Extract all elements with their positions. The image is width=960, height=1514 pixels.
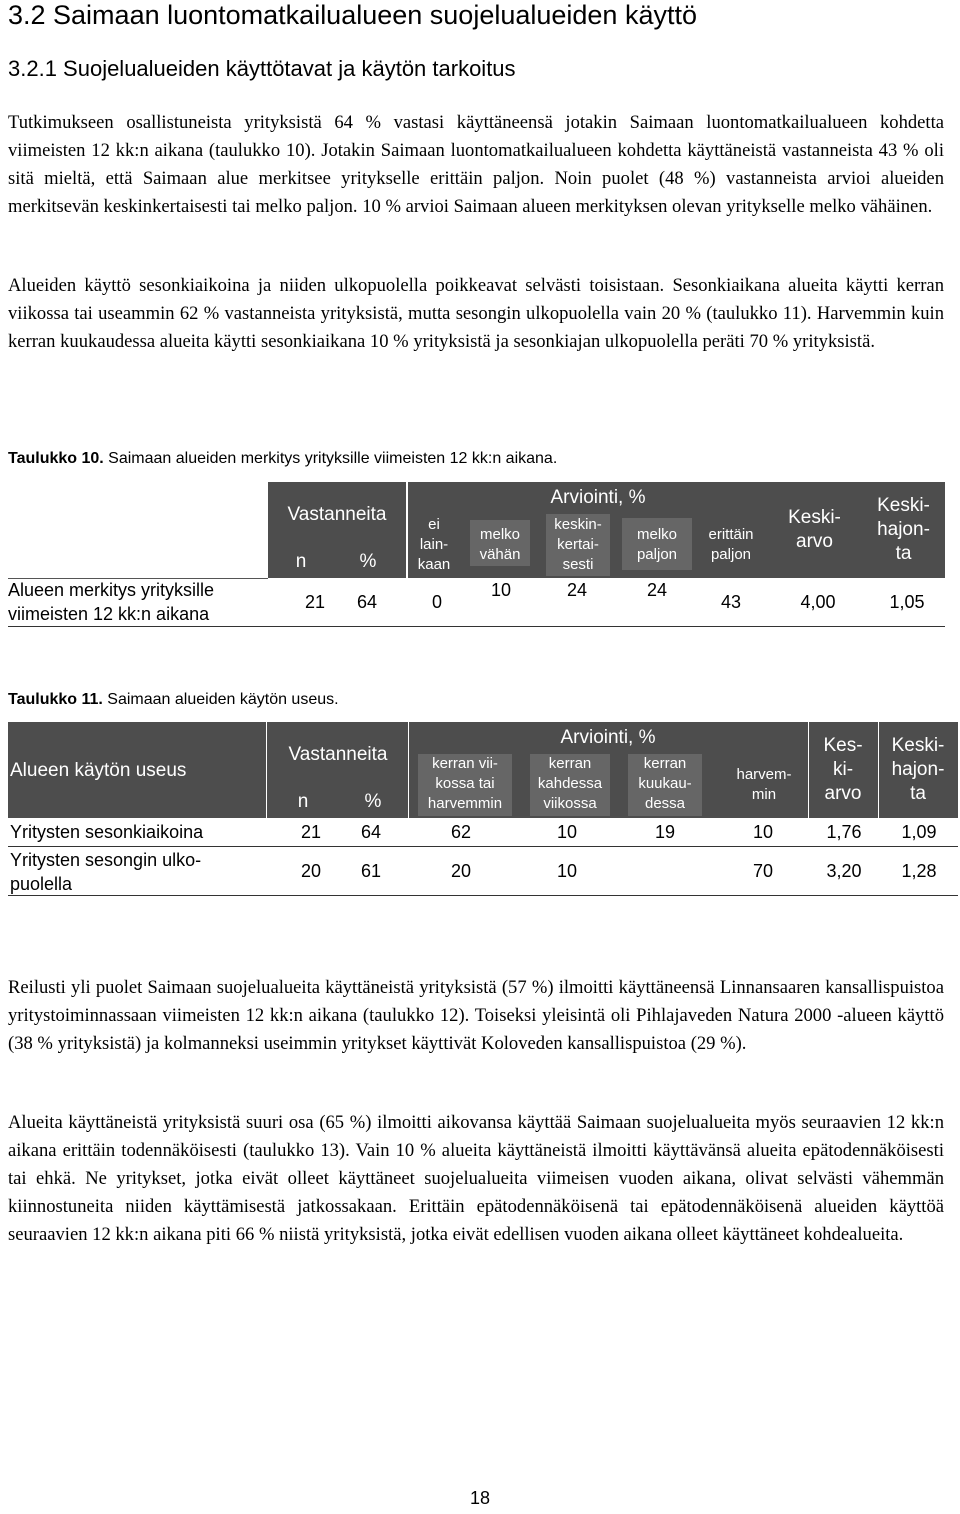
- t11-h-c4-l2: min: [751, 786, 777, 803]
- t11-row2-keskihajonta: 1,28: [901, 861, 937, 881]
- t10-h-melko-paljon: [622, 525, 692, 565]
- t10-cell-keskiarvo: 4,00: [800, 592, 836, 612]
- t10-h-mp-l2: paljon: [636, 546, 678, 563]
- t10-h-ep-l2: paljon: [710, 546, 752, 563]
- t10-h-keskinkertaisesti: [544, 515, 612, 575]
- t10-h-ei-l2: lain-: [419, 536, 449, 553]
- t11-h-col1: [416, 754, 514, 814]
- t11-h-c3-l2: kuukau-: [638, 775, 692, 792]
- t11-h-c1-l2: kossa tai: [435, 775, 495, 792]
- t10-cell-ep: 43: [720, 592, 742, 612]
- t10-cell-kk: 24: [566, 580, 588, 600]
- t11-row2-n: 20: [300, 861, 322, 881]
- t10-h-erittain-paljon: [698, 525, 764, 565]
- t11-row1-pct: 64: [360, 822, 382, 842]
- t11-h-c1-l1: kerran vii-: [432, 755, 498, 772]
- t11-row2-c4: 70: [752, 861, 774, 881]
- t10-row-label: [8, 578, 266, 626]
- t10-bottom-rule: [8, 626, 945, 627]
- t11-h-c2-l2: kahdessa: [537, 775, 603, 792]
- t11-h-pct: %: [364, 791, 382, 812]
- t11-h-label: Alueen käytön useus: [10, 760, 187, 781]
- t10-h-kk-l2: kertai-: [557, 536, 599, 553]
- table-10: [8, 482, 945, 628]
- t11-h-ka-l2: ki-: [832, 759, 854, 780]
- t10-h-kh-l3: ta: [895, 543, 912, 564]
- t11-h-kh-l1: Keski-: [891, 735, 945, 756]
- t11-h-ka-l3: arvo: [824, 783, 862, 804]
- t10-cell-pct: 64: [356, 592, 378, 612]
- table10-caption-label: Taulukko 10.: [8, 450, 104, 467]
- t11-row2-pct: 61: [360, 861, 382, 881]
- t11-row2-label: [10, 848, 266, 896]
- t11-row1-n: 21: [300, 822, 322, 842]
- t11-h-c3-l1: kerran: [643, 755, 687, 772]
- t10-h-mv-l1: melko: [479, 526, 520, 543]
- t10-h-kk-l3: sesti: [562, 556, 594, 573]
- t10-h-ei-l1: ei: [428, 516, 440, 533]
- t11-h-c4-l1: harvem-: [736, 766, 792, 783]
- t11-h-col2: [526, 754, 614, 814]
- t10-h-n: n: [295, 551, 307, 572]
- t11-h-arviointi: Arviointi, %: [560, 727, 656, 748]
- t11-row1-c4: 10: [752, 822, 774, 842]
- t10-cell-keskihajonta: 1,05: [889, 592, 925, 612]
- t10-h-ep-l1: erittäin: [708, 526, 754, 543]
- table-11: [8, 722, 958, 896]
- t11-header-sep-2: [408, 722, 409, 818]
- t10-h-kk-l1: keskin-: [554, 516, 602, 533]
- t10-cell-n: 21: [304, 592, 326, 612]
- t10-h-ka-l1: Keski-: [788, 507, 841, 528]
- t11-h-c1-l3: harvemmin: [427, 795, 503, 812]
- table11-caption-label: Taulukko 11.: [8, 691, 103, 708]
- t10-h-kh-l2: hajon-: [877, 519, 930, 540]
- t11-row1-c2: 10: [556, 822, 578, 842]
- t10-h-arviointi: Arviointi, %: [550, 487, 646, 508]
- t11-row1-keskihajonta: 1,09: [901, 822, 937, 842]
- paragraph-4: Alueita käyttäneistä yrityksistä suuri osa (65 %) ilmoitti aikovansa käyttää Saimaan suojelualueita myös seuraavien 12 kk:n aikana erittäin todennäköisesti (taulukko 13). Vain 10 % alueita käyttäneistä ilmoitti käyttävänsä alueita epätodennäköisesti tai ehkä. Ne yritykset, jotka eivät olleet käyttäneet suojelualueita viimeisen vuoden aikana, olivat selvästi vähemmän kiinnostuneita niiden käyttämisestä jatkossakaan. Erittäin epätodennäköisenä tai epätodennäköisenä alueiden käyttöä seuraavien 12 kk:n aikana piti 66 % niistä yrityksistä, jotka eivät edellisen vuoden aikana olleet käyttäneet kohdealueita.: [8, 1112, 944, 1245]
- t11-h-vastanneita: Vastanneita: [288, 744, 388, 765]
- t10-h-kh-l1: Keski-: [877, 495, 930, 516]
- t10-h-melko-vahan: [470, 525, 530, 565]
- t10-h-ka-l2: arvo: [796, 531, 833, 552]
- t10-h-mv-l2: vähän: [479, 546, 521, 563]
- t11-row2-c1: 20: [450, 861, 472, 881]
- t11-h-c3-l3: dessa: [644, 795, 686, 812]
- t10-cell-mv: 10: [490, 580, 512, 600]
- t10-h-keskiarvo: [767, 506, 862, 554]
- t11-h-c2-l1: kerran: [548, 755, 592, 772]
- paragraph-2: Alueiden käyttö sesonkiaikoina ja niiden ulkopuolella poikkeavat selvästi toisistaan. Sesonkiaikana alueita käytti kerran viikossa tai useammin 62 % vastanneista yrityksistä, mutta sesongin ulkopuolella vain 20 % (taulukko 11). Harvemmin kuin kerran kuukaudessa alueita käytti sesonkiaikana 10 % yrityksistä ja sesonkiajan ulkopuolella peräti 70 % yrityksistä.: [8, 275, 944, 352]
- t10-row-label-l2: viimeisten 12 kk:n aikana: [8, 604, 210, 624]
- t11-h-kh-l3: ta: [910, 783, 926, 804]
- table11-caption: [8, 691, 339, 709]
- t10-cell-mp: 24: [646, 580, 668, 600]
- t11-bottom-rule: [8, 895, 958, 896]
- t11-h-n: n: [297, 791, 309, 812]
- t11-row1-keskiarvo: 1,76: [826, 822, 862, 842]
- t11-h-keskiarvo: [808, 734, 878, 806]
- t11-h-c2-l3: viikossa: [543, 795, 597, 812]
- page-number: 18: [469, 1488, 491, 1508]
- table11-caption-text: Saimaan alueiden käytön useus.: [102, 691, 339, 708]
- t10-h-mp-l1: melko: [636, 526, 677, 543]
- t11-row1-c1: 62: [450, 822, 472, 842]
- t10-h-keskihajonta: [862, 494, 945, 566]
- t11-row-rule: [8, 846, 958, 847]
- t11-h-ka-l1: Kes-: [823, 735, 863, 756]
- t10-h-pct: %: [359, 551, 377, 572]
- paragraph-1: Tutkimukseen osallistuneista yrityksistä 64 % vastasi käyttäneensä jotakin Saimaan luontomatkailualueen kohdetta viimeisten 12 kk:n aikana (taulukko 10). Jotakin Saimaan luontomatkailualueen kohdetta käyttäneistä vastanneista 43 % oli sitä mieltä, että Saimaan alue merkitsee yritykselle erittäin paljon. Noin puolet (48 %) vastanneista arvioi alueiden merkitsevän keskinkertaisesti tai melko paljon. 10 % arvioi Saimaan alueen merkityksen olevan yritykselle melko vähäinen.: [8, 112, 944, 217]
- t10-h-ei-laikaan: [408, 515, 460, 575]
- t11-row2-keskiarvo: 3,20: [826, 861, 862, 881]
- t11-row2-c2: 10: [556, 861, 578, 881]
- t10-h-vastanneita: Vastanneita: [287, 504, 387, 525]
- subsection-heading: 3.2.1 Suojelualueiden käyttötavat ja käytön tarkoitus: [8, 56, 516, 81]
- t11-row2-label-l1: Yritysten sesongin ulko-: [10, 850, 202, 870]
- table10-caption: [8, 450, 557, 468]
- t11-row2-label-l2: puolella: [10, 874, 73, 894]
- t10-cell-ei: 0: [431, 592, 442, 612]
- t11-h-col3: [624, 754, 706, 814]
- paragraph-3: Reilusti yli puolet Saimaan suojelualueita käyttäneistä yrityksistä (57 %) ilmoitti käyttäneensä Linnansaaren kansallispuistoa yritystoiminnassaan viimeisten 12 kk:n aikana (taulukko 12). Toiseksi yleisintä oli Pihlajaveden Natura 2000 -alueen käyttö (38 % yrityksistä) ja kolmanneksi useimmin yritykset käyttivät Koloveden kansallispuistoa (29 %).: [8, 977, 944, 1054]
- table10-caption-text: Saimaan alueiden merkitys yrityksille viimeisten 12 kk:n aikana.: [103, 450, 558, 467]
- t10-row-label-l1: Alueen merkitys yrityksille: [8, 580, 215, 600]
- t11-h-col4: [726, 765, 802, 805]
- t11-h-kh-l2: hajon-: [891, 759, 945, 780]
- t11-row1-label: Yritysten sesonkiaikoina: [10, 822, 204, 842]
- section-heading: 3.2 Saimaan luontomatkailualueen suojelualueiden käyttö: [8, 0, 697, 30]
- t10-h-ei-l3: kaan: [417, 556, 451, 573]
- t11-row1-c3: 19: [654, 822, 676, 842]
- t11-h-keskihajonta: [878, 734, 958, 806]
